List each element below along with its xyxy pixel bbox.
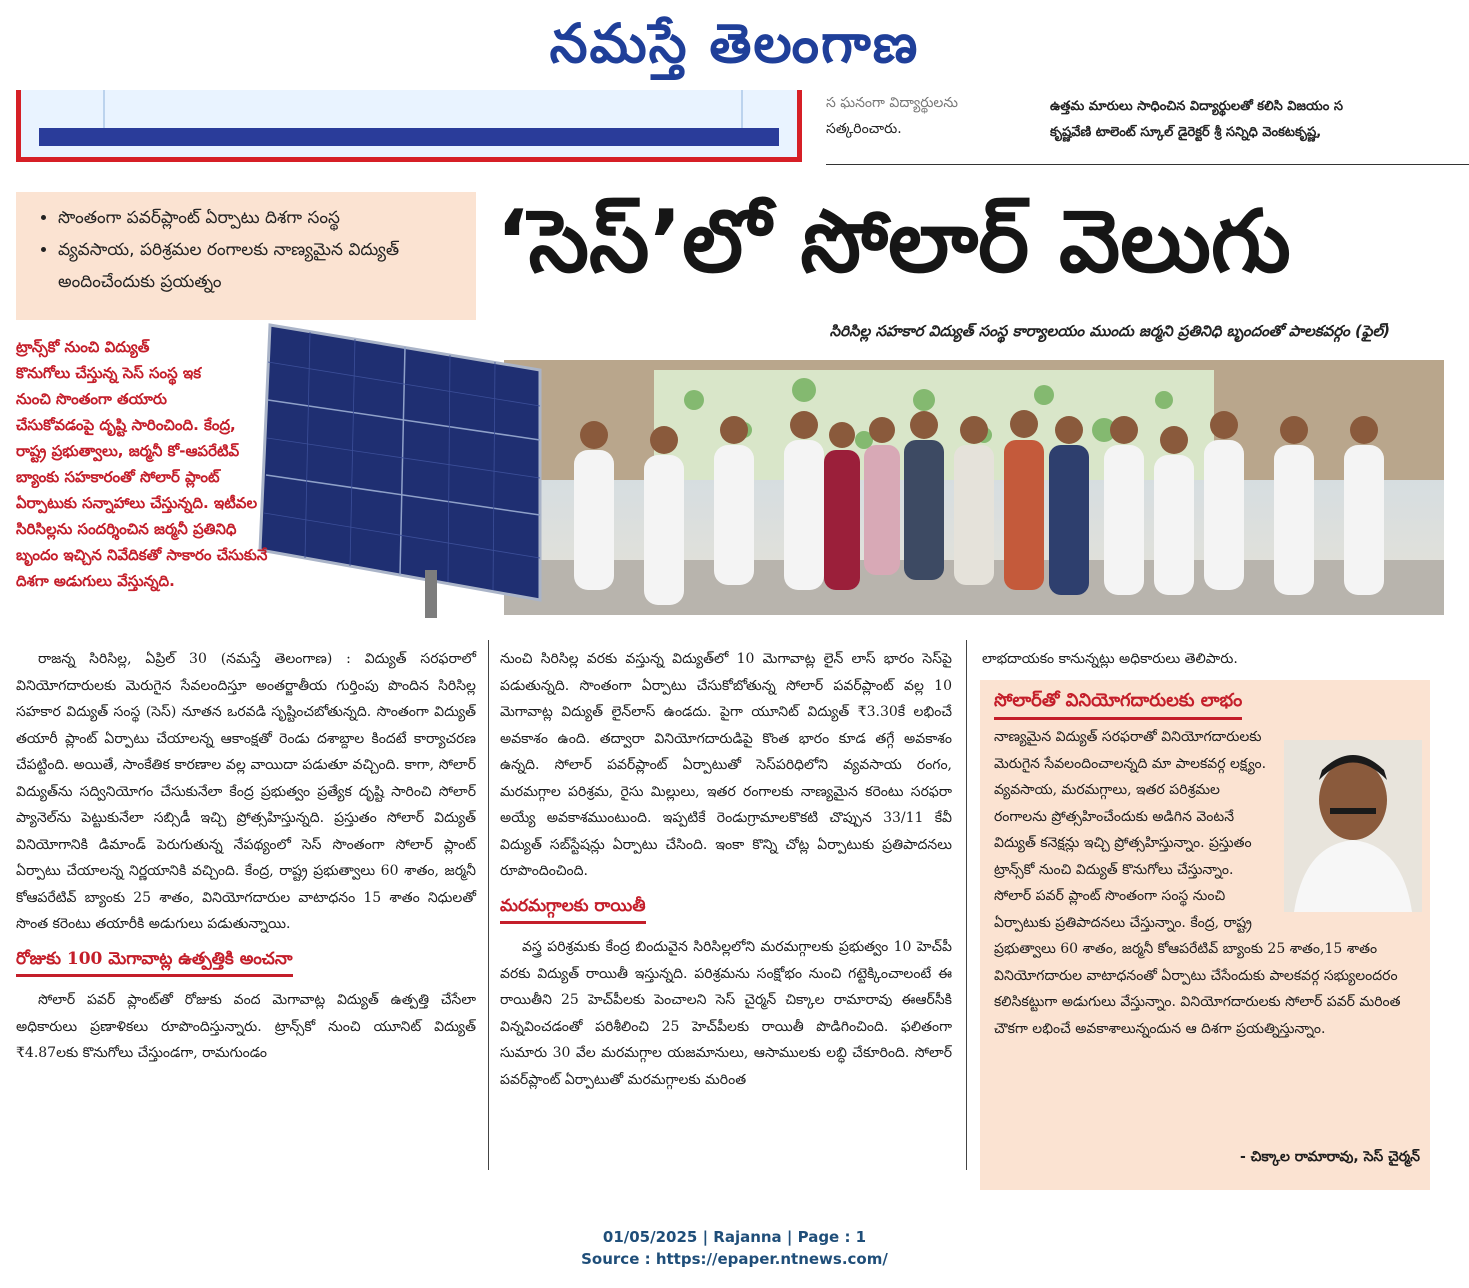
intro-line: దిశగా అడుగులు వేస్తున్నది. xyxy=(16,572,175,590)
prev-mid-line-2: సత్కరించారు. xyxy=(826,121,902,137)
photo-caption: సిరిసిల్ల సహకార విద్యుత్ సంస్థ కార్యాలయం ముందు జర్మని ప్రతినిధి బృందంతో పాలకవర్గం (ఫైల్) xyxy=(829,322,1390,340)
quote-box-title: సోలార్‌తో వినియోగదారులకు లాభం xyxy=(994,690,1242,720)
intro-line: ట్రాన్స్‌కో నుంచి విద్యుత్ xyxy=(16,338,150,356)
intro-line: నుంచి సొంతంగా తయారు xyxy=(16,390,167,408)
prev-right-line-2: కృష్ణవేణి టాలెంట్ స్కూల్ డైరెక్టర్ శ్రీ సన్నిధి వెంకటకృష్ణ, xyxy=(1050,125,1322,140)
intro-line: రాష్ట్ర ప్రభుత్వాలు, జర్మనీ కో-ఆపరేటివ్ xyxy=(16,442,240,460)
group-photo xyxy=(504,360,1444,615)
article-column-1 xyxy=(16,646,476,1067)
prev-right-line-1: ఉత్తమ మారులు సాధించిన విద్యార్థులతో కలిసి విజయం స xyxy=(1050,99,1343,114)
quote-attribution: - చిక్కాల రామారావు, సెస్ చైర్మన్ xyxy=(1239,1149,1420,1165)
intro-line: సిరిసిల్లను సందర్శించిన జర్మనీ ప్రతినిధి xyxy=(16,520,237,538)
column-2-subhead: మరమగ్గాలకు రాయితీ xyxy=(500,893,646,925)
page-footer xyxy=(0,1226,1469,1270)
column-1-subhead: రోజుకు 100 మెగావాట్ల ఉత్పత్తికి అంచనా xyxy=(16,946,293,978)
article-intro xyxy=(16,334,346,594)
column-2-paragraph-1: నుంచి సిరిసిల్ల వరకు వస్తున్న విద్యుత్‌లో 10 మెగావాట్ల లైన్ లాస్ భారం సెస్‌పై పడుతున్నది. సొంతంగా ఏర్పాటు చేసుకోబోతున్న సోలార్ పవర్‌ప్లాంట్ వల్ల 10 మెగావాట్ల విద్యుత్ లైన్‌లాస్ ఉండదు. పైగా యూనిట్ విద్యుత్ ₹3.30కే లభించే అవకాశం ఉంది. తద్వారా వినియోగదారుడిపై కొంత భారం కూడ తగ్గే అవకాశం ఉన్నది. సోలార్ పవర్‌ప్లాంట్ ఏర్పాటుతో సెస్‌పరిధిలోని వ్యవసాయ రంగం, మరమగ్గాల పరిశ్రమ, రైసు మిల్లులు, ఇతర రంగాలకు నాణ్యమైన కరెంటు సరఫరా అయ్యే అవకాశముంటుంది. ఇప్పటికే రెండుగ్రామాలకొకటి చొప్పున 33/11 కేవీ విద్యుత్ సబ్‌స్టేషన్లు ఏర్పాటు చేసింది. ఇంకా కొన్ని చోట్ల ఏర్పాటుకు ప్రతిపాదనలు రూపొందించింది. xyxy=(500,651,952,879)
masthead-title: నమస్తే తెలంగాణ xyxy=(549,12,920,75)
footer-date-line: 01/05/2025 | Rajanna | Page : 1 xyxy=(602,1228,867,1246)
quote-box-text xyxy=(994,724,1424,1042)
article-headline: ‘సెస్’లో సోలార్ వెలుగు xyxy=(496,192,1291,292)
intro-line: ఏర్పాటుకు సన్నాహాలు చేస్తున్నది. ఇటీవల xyxy=(16,494,258,512)
previous-article-photo-frame xyxy=(16,90,802,162)
previous-article-mid-text xyxy=(826,90,1026,142)
column-3-top-line: లాభదాయకం కానున్నట్లు అధికారులు తెలిపారు. xyxy=(982,651,1238,667)
column-1-paragraph-2: సోలార్ పవర్ ప్లాంట్‌తో రోజుకు వంద మెగావాట్ల విద్యుత్ ఉత్పత్తి చేసేలా అధికారులు ప్రణాళికలు రూపొందిస్తున్నారు. ట్రాన్స్‌కో నుంచి యూనిట్ విద్యుత్ ₹4.87లకు కొనుగోలు చేస్తుండగా, రామగుండం xyxy=(16,992,476,1061)
column-1-paragraph-1: రాజన్న సిరిసిల్ల, ఏప్రిల్ 30 (నమస్తే తెలంగాణ) : విద్యుత్ సరఫరాలో వినియోగదారులకు మెరుగైన సేవలందిస్తూ అంతర్జాతీయ గుర్తింపు పొందిన సిరిసిల్ల సహకార విద్యుత్ సంస్థ (సెస్) నూతన ఒరవడి సృష్టించబోతున్నది. సొంతంగా విద్యుత్ తయారీ ప్లాంట్ ఏర్పాటు చేయాలన్న ఆకాంక్షతో రెండు దశాబ్దాల కిందటే కార్యాచరణ చేపట్టింది. అయితే, సాంకేతిక కారణాల వల్ల వాయిదా పడుతూ వచ్చింది. కాగా, సోలార్ విద్యుత్‌ను సద్వినియోగం చేసుకునేలా కేంద్ర ప్రభుత్వం ప్రత్యేక దృష్టి సారించి సోలార్ ప్యానెల్‌ను పెట్టుకునేలా సబ్సిడీ ఇచ్చి ప్రోత్సహిస్తున్నది. ప్రస్తుతం సోలార్ విద్యుత్ వినియోగానికి డిమాండ్ పెరుగుతున్న నేపథ్యంలో సెస్ సొంతంగా సోలార్ ప్లాంట్ ఏర్పాటు చేయాలన్న నిర్ణయానికి వచ్చింది. కేంద్ర, రాష్ట్ర ప్రభుత్వాలు 60 శాతం, జర్మనీ కోఆపరేటివ్ బ్యాంకు 25 శాతం, వినియోగదారుల వాటాధనం 15 శాతం నిధులతో సొంత కరెంటు తయారీకి అడుగులు పడుతున్నాయి. xyxy=(16,651,476,932)
prev-mid-line-1: స ఘనంగా విద్యార్థులను xyxy=(826,95,959,111)
intro-line: బ్యాంకు సహకారంతో సోలార్ ప్లాంట్ xyxy=(16,468,220,486)
intro-line: బృందం ఇచ్చిన నివేదికతో సాకారం చేసుకునే xyxy=(16,546,268,564)
quote-text: నాణ్యమైన విద్యుత్ సరఫరాతో వినియోగదారులకు మెరుగైన సేవలందించాలన్నది మా పాలకవర్గ లక్ష్యం. వ్యవసాయ, మరమగ్గాలు, ఇతర పరిశ్రమల రంగాలను ప్రోత్సహించేందుకు అడిగిన వెంటనే విద్యుత్ కనెక్షన్లు ఇచ్చి ప్రోత్సహిస్తున్నాం. ప్రస్తుతం ట్రాన్స్‌కో నుంచి విద్యుత్ కొనుగోలు చేస్తున్నాం. సోలార్ పవర్ ప్లాంట్ సొంతంగా సంస్థ నుంచి ఏర్పాటుకు ప్రతిపాదనలు చేస్తున్నాం. కేంద్ర, రాష్ట్ర ప్రభుత్వాలు 60 శాతం, జర్మనీ కోఆపరేటివ్ బ్యాంకు 25 శాతం,15 శాతం వినియోగదారుల వాటాధనంతో ఏర్పాటు చేసేందుకు పాలకవర్గ సభ్యులందరం కలిసికట్టుగా అడుగులు వేస్తున్నాం. వినియోగదారులకు సోలార్ పవర్ మరింత చౌకగా లభించే అవకాశాలున్నందున ఆ దిశగా ప్రయత్నిస్తున్నాం. xyxy=(994,729,1401,1037)
column-2-paragraph-2: వస్త్ర పరిశ్రమకు కేంద్ర బిందువైన సిరిసిల్లలోని మరమగ్గాలకు ప్రభుత్వం 10 హెచ్‌పీ వరకు విద్యుత్ రాయితీ ఇస్తున్నది. పరిశ్రమను సంక్షోభం నుంచి గట్టెక్కించాలంటే ఈ రాయితీని 25 హెచ్‌పీలకు పెంచాలని సెస్ చైర్మన్ చిక్కాల రామారావు ఈఆర్‌సీకి విన్నవించడంతో పరిశీలించి 25 హెచ్‌పీలకు రాయితీ పొడిగించింది. ఫలితంగా సుమారు 30 వేల మరమగ్గాల యజమానులు, ఆసాములకు లబ్ధి చేకూరింది. సోలార్ పవర్‌ప్లాంట్ ఏర్పాటుతో మరమగ్గాలకు మరింత xyxy=(500,939,952,1088)
previous-article-right-text xyxy=(1050,94,1469,146)
highlight-item: • సొంతంగా పవర్‌ప్లాంట్ ఏర్పాటు దిశగా సంస్థ xyxy=(58,202,462,234)
column-divider xyxy=(966,640,967,1170)
highlight-item: • వ్యవసాయ, పరిశ్రమల రంగాలకు నాణ్యమైన విద్యుత్ అందించేందుకు ప్రయత్నం xyxy=(58,234,462,298)
intro-line: చేసుకోవడంపై దృష్టి సారించింది. కేంద్ర, xyxy=(16,416,236,434)
column-divider xyxy=(488,640,489,1170)
footer-source-line: Source : https://epaper.ntnews.com/ xyxy=(581,1250,888,1268)
separator-rule xyxy=(826,164,1469,165)
intro-line: కొనుగోలు చేస్తున్న సెస్ సంస్థ ఇక xyxy=(16,364,202,382)
highlights-box xyxy=(16,192,476,320)
article-column-2 xyxy=(500,646,952,1093)
